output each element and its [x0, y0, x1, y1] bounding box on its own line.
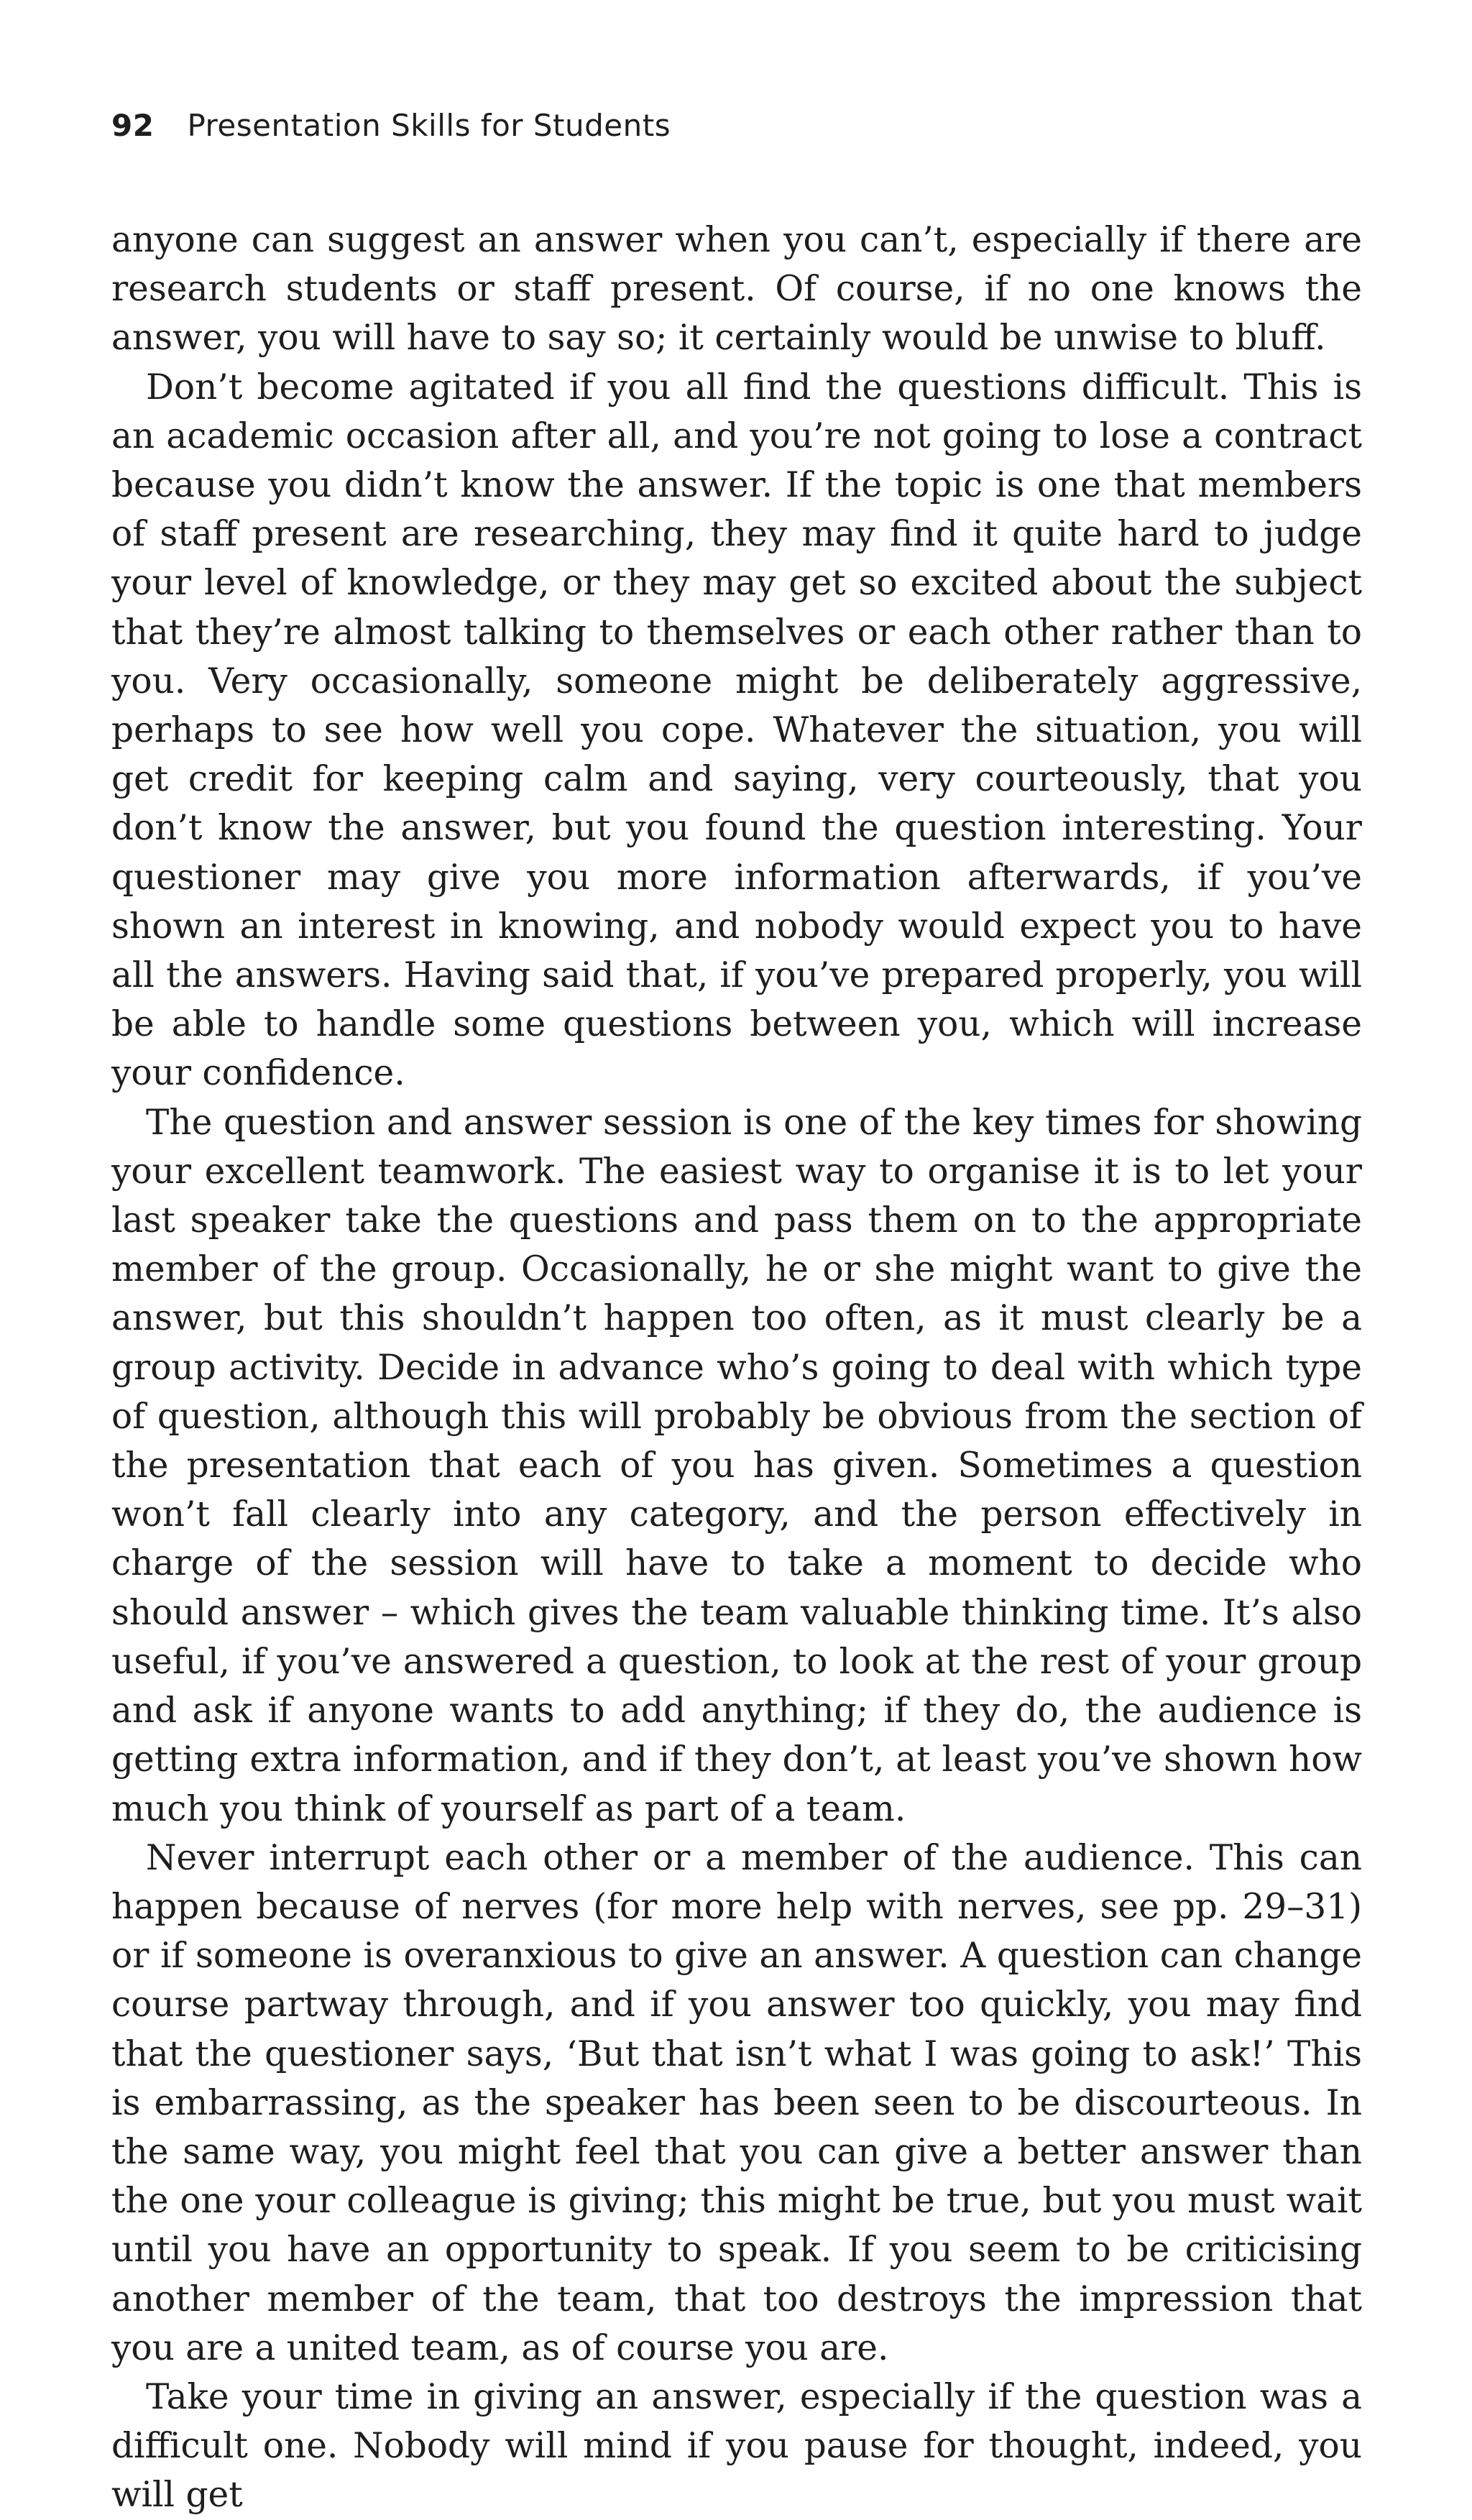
- running-header: [111, 108, 671, 151]
- paragraph-interrupt: Never interrupt each other or a member of the audience. This can happen because of nerves (for more help with nerves, see pp. 29–31) or if someone is overanxious to give an answer. A question can change course partway through, and if you answer too quickly, you may find that the questioner says, ‘But that isn’t what I was going to ask!’ This is embarrassing, as the speaker has been seen to be discourteous. In the same way, you might feel that you can give a better answer than the one your colleague is giving; this might be true, but you must wait until you have an opportunity to speak. If you seem to be criticising another member of the team, that too destroys the impression that you are a united team, as of course you are.: [111, 1837, 1362, 2368]
- page-number: 92: [111, 108, 155, 143]
- book-title: Presentation Skills for Students: [187, 108, 671, 143]
- paragraph-agitated: Don’t become agitated if you all find the questions difficult. This is an academic occasion after all, and you’re not going to lose a contract because you didn’t know the answer. If the topic is one that members of staff present are researching, they may find it quite hard to judge your level of knowledge, or they may get so excited about the subject that they’re almost talking to themselves or each other rather than to you. Very occasionally, someone might be deliberately aggressive, perhaps to see how well you cope. Whatever the situation, you will get credit for keeping calm and saying, very courteously, that you don’t know the answer, but you found the question interesting. Your questioner may give you more information afterwards, if you’ve shown an interest in knowing, and nobody would expect you to have all the answers. Having said that, if you’ve prepared properly, you will be able to handle some questions between you, which will increase your confidence.: [111, 367, 1362, 1094]
- paragraph-take-time: Take your time in giving an answer, especially if the question was a difficult one. Nobody will mind if you pause for thought, indeed, you will get: [111, 2376, 1362, 2516]
- body-text: [111, 216, 1362, 2520]
- paragraph-continued: anyone can suggest an answer when you can’t, especially if there are research students or staff present. Of course, if no one knows the answer, you will have to say so; it certainly would be unwise to bluff.: [111, 220, 1362, 359]
- paragraph-teamwork: The question and answer session is one of the key times for showing your excellent teamwork. The easiest way to organise it is to let your last speaker take the questions and pass them on to the appropriate member of the group. Occasionally, he or she might want to give the answer, but this shouldn’t happen too often, as it must clearly be a group activity. Decide in advance who’s going to deal with which type of question, although this will probably be obvious from the section of the presentation that each of you has given. Sometimes a question won’t fall clearly into any category, and the person effectively in charge of the session will have to take a moment to decide who should answer – which gives the team valuable thinking time. It’s also useful, if you’ve answered a question, to look at the rest of your group and ask if anyone wants to add anything; if they do, the audience is getting extra information, and if they don’t, at least you’ve shown how much you think of yourself as part of a team.: [111, 1102, 1362, 1829]
